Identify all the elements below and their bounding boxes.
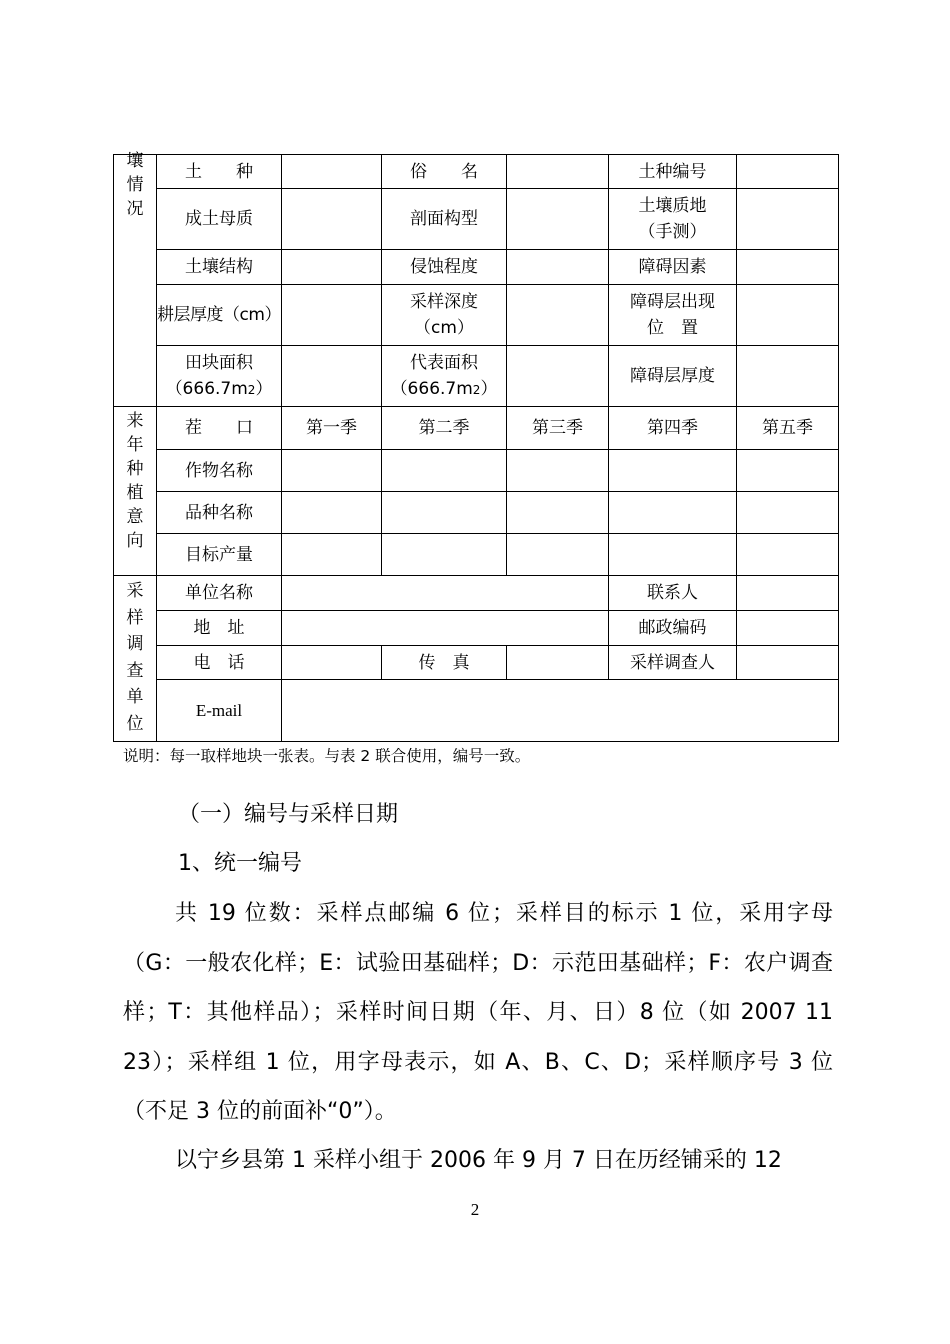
- page-number: 2: [470, 1200, 480, 1219]
- represent-area-label: 代表面积 （666.7m2）: [382, 346, 507, 407]
- target-yield-cell[interactable]: [609, 534, 737, 576]
- season-2-header: 第二季: [382, 407, 507, 450]
- unit-name-label: 单位名称: [157, 576, 282, 611]
- stubble-label: 茬 口: [157, 407, 282, 450]
- profile-value[interactable]: [507, 189, 609, 250]
- email-value[interactable]: [282, 680, 839, 742]
- variety-name-cell[interactable]: [609, 492, 737, 534]
- texture-label: 土壤质地 （手测）: [609, 189, 737, 250]
- example-paragraph: 以宁乡县第 1 采样小组于 2006 年 9 月 7 日在历经铺采的 12: [175, 1148, 782, 1173]
- postcode-label: 邮政编码: [609, 611, 737, 646]
- subsection-heading: 1、统一编号: [178, 851, 302, 876]
- variety-name-cell[interactable]: [382, 492, 507, 534]
- obstacle-position-label: 障碍层出现 位 置: [609, 285, 737, 346]
- obstacle-thickness-value[interactable]: [737, 346, 839, 407]
- obstacle-thickness-label: 障碍层厚度: [609, 346, 737, 407]
- sampling-depth-value[interactable]: [507, 285, 609, 346]
- variety-name-cell[interactable]: [282, 492, 382, 534]
- texture-value[interactable]: [737, 189, 839, 250]
- address-label: 地 址: [157, 611, 282, 646]
- crop-name-cell[interactable]: [609, 450, 737, 492]
- target-yield-cell[interactable]: [282, 534, 382, 576]
- common-name-value[interactable]: [507, 155, 609, 189]
- structure-value[interactable]: [282, 250, 382, 285]
- address-value[interactable]: [282, 611, 609, 646]
- investigator-value[interactable]: [737, 646, 839, 680]
- soil-type-value[interactable]: [282, 155, 382, 189]
- section-heading: （一）编号与采样日期: [178, 802, 399, 827]
- variety-name-cell[interactable]: [507, 492, 609, 534]
- fax-value[interactable]: [507, 646, 609, 680]
- soil-condition-section-label: 壤 情 况: [114, 155, 157, 407]
- erosion-label: 侵蚀程度: [382, 250, 507, 285]
- crop-name-cell[interactable]: [282, 450, 382, 492]
- field-area-label: 田块面积 （666.7m2）: [157, 346, 282, 407]
- contact-value[interactable]: [737, 576, 839, 611]
- investigator-label: 采样调查人: [609, 646, 737, 680]
- season-3-header: 第三季: [507, 407, 609, 450]
- sampling-unit-section-label: 采 样 调 查 单 位: [114, 576, 157, 742]
- target-yield-cell[interactable]: [507, 534, 609, 576]
- obstacle-label: 障碍因素: [609, 250, 737, 285]
- crop-name-cell[interactable]: [382, 450, 507, 492]
- profile-label: 剖面构型: [382, 189, 507, 250]
- planting-intention-section-label: 来 年 种 植 意 向: [114, 407, 157, 576]
- unit-name-value[interactable]: [282, 576, 609, 611]
- season-4-header: 第四季: [609, 407, 737, 450]
- season-1-header: 第一季: [282, 407, 382, 450]
- structure-label: 土壤结构: [157, 250, 282, 285]
- parent-material-value[interactable]: [282, 189, 382, 250]
- obstacle-value[interactable]: [737, 250, 839, 285]
- crop-name-cell[interactable]: [737, 450, 839, 492]
- common-name-label: 俗 名: [382, 155, 507, 189]
- email-label: E-mail: [157, 680, 282, 742]
- target-yield-cell[interactable]: [382, 534, 507, 576]
- table-note: 说明：每一取样地块一张表。与表 2 联合使用，编号一致。: [123, 747, 531, 765]
- soil-type-label: 土 种: [157, 155, 282, 189]
- soil-code-value[interactable]: [737, 155, 839, 189]
- variety-name-label: 品种名称: [157, 492, 282, 534]
- obstacle-position-value[interactable]: [737, 285, 839, 346]
- fax-label: 传 真: [382, 646, 507, 680]
- target-yield-label: 目标产量: [157, 534, 282, 576]
- soil-code-label: 土种编号: [609, 155, 737, 189]
- season-5-header: 第五季: [737, 407, 839, 450]
- contact-label: 联系人: [609, 576, 737, 611]
- numbering-paragraph: 共 19 位数：采样点邮编 6 位；采样目的标示 1 位，采用字母（G：一般农化样；E：试验田基础样；D：示范田基础样；F：农户调查样；T：其他样品）；采样时间日期（年、月、日）8 位（如 2007 11 23）；采样组 1 位，用字母表示，如 A、B、C、D；采样顺序号 3 位（不足 3 位的前面补“0”）。: [123, 901, 833, 1124]
- represent-area-value[interactable]: [507, 346, 609, 407]
- erosion-value[interactable]: [507, 250, 609, 285]
- variety-name-cell[interactable]: [737, 492, 839, 534]
- sampling-depth-label: 采样深度 （cm）: [382, 285, 507, 346]
- soil-survey-table: [113, 151, 839, 742]
- crop-name-cell[interactable]: [507, 450, 609, 492]
- phone-value[interactable]: [282, 646, 382, 680]
- postcode-value[interactable]: [737, 611, 839, 646]
- plough-depth-value[interactable]: [282, 285, 382, 346]
- field-area-value[interactable]: [282, 346, 382, 407]
- plough-depth-label: 耕层厚度（cm）: [157, 285, 282, 346]
- parent-material-label: 成土母质: [157, 189, 282, 250]
- crop-name-label: 作物名称: [157, 450, 282, 492]
- target-yield-cell[interactable]: [737, 534, 839, 576]
- phone-label: 电 话: [157, 646, 282, 680]
